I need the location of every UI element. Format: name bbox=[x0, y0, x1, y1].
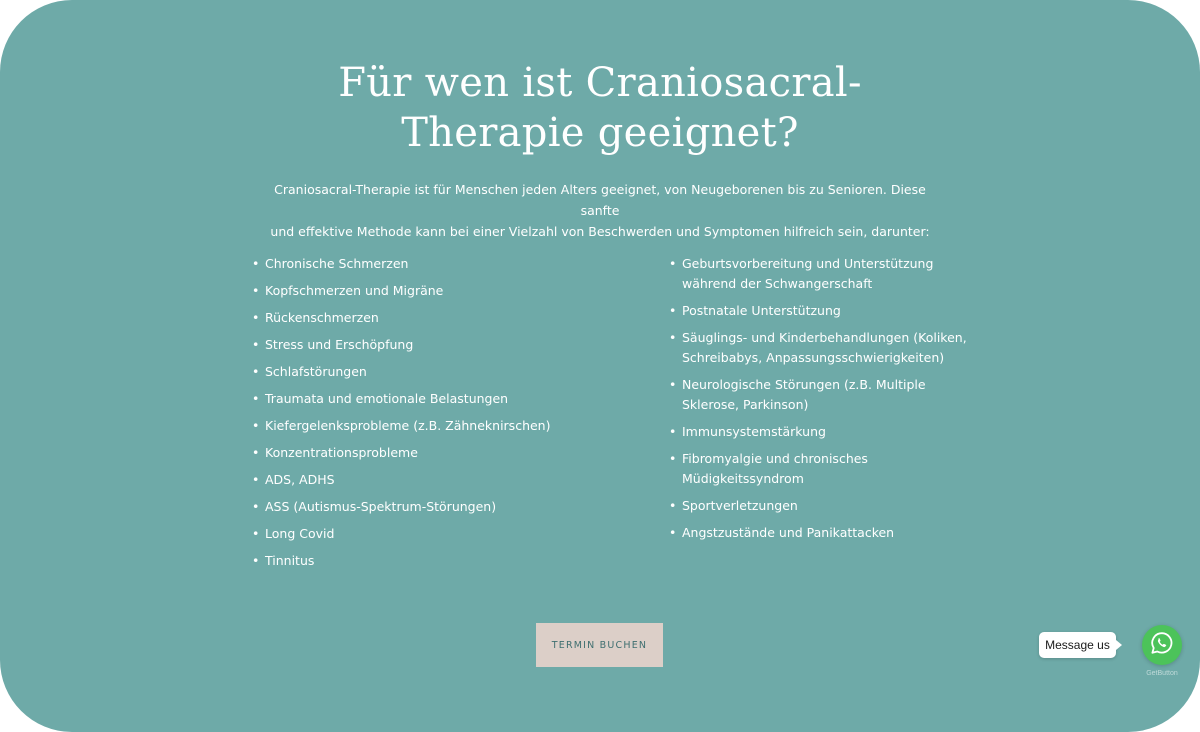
list-item: • Long Covid bbox=[252, 524, 592, 544]
list-item: • Rückenschmerzen bbox=[252, 308, 592, 328]
intro-line-2: und effektive Methode kann bei einer Vielzahl von Beschwerden und Symptomen hilfreich sein, darunter: bbox=[270, 224, 930, 239]
list-item: • Geburtsvorbereitung und Unterstützung während der Schwangerschaft bbox=[669, 254, 979, 294]
list-item: • Immunsystemstärkung bbox=[669, 422, 979, 442]
title-line-2: Therapie geeignet? bbox=[401, 110, 799, 156]
list-item: • Schlafstörungen bbox=[252, 362, 592, 382]
list-item: • Traumata und emotionale Belastungen bbox=[252, 389, 592, 409]
list-item: • Postnatale Unterstützung bbox=[669, 301, 979, 321]
list-item: • Kopfschmerzen und Migräne bbox=[252, 281, 592, 301]
whatsapp-icon bbox=[1150, 631, 1174, 659]
list-item: • Neurologische Störungen (z.B. Multiple Sklerose, Parkinson) bbox=[669, 375, 979, 415]
message-us-bubble[interactable]: Message us bbox=[1039, 632, 1116, 658]
list-item: • Tinnitus bbox=[252, 551, 592, 571]
list-item: • Chronische Schmerzen bbox=[252, 254, 592, 274]
list-item: • Angstzustände und Panikattacken bbox=[669, 523, 979, 543]
list-item: • Fibromyalgie und chronisches Müdigkeitssyndrom bbox=[669, 449, 979, 489]
indications-list-left bbox=[252, 254, 592, 578]
intro-line-1: Craniosacral-Therapie ist für Menschen jeden Alters geeignet, von Neugeborenen bis zu Senioren. Diese sanfte bbox=[274, 182, 926, 218]
book-appointment-button[interactable]: TERMIN BUCHEN bbox=[536, 623, 663, 667]
section-title bbox=[300, 58, 900, 158]
list-item: • Stress und Erschöpfung bbox=[252, 335, 592, 355]
list-item: • ASS (Autismus-Spektrum-Störungen) bbox=[252, 497, 592, 517]
intro-text bbox=[270, 179, 930, 242]
title-line-1: Für wen ist Craniosacral- bbox=[338, 60, 862, 106]
indications-list-right bbox=[669, 254, 979, 550]
list-item: • Sportverletzungen bbox=[669, 496, 979, 516]
list-item: • Kiefergelenksprobleme (z.B. Zähneknirschen) bbox=[252, 416, 592, 436]
getbutton-credit[interactable]: GetButton bbox=[1146, 670, 1178, 677]
list-item: • ADS, ADHS bbox=[252, 470, 592, 490]
list-item: • Säuglings- und Kinderbehandlungen (Koliken, Schreibabys, Anpassungsschwierigkeiten) bbox=[669, 328, 979, 368]
whatsapp-chat-button[interactable] bbox=[1142, 625, 1182, 665]
list-item: • Konzentrationsprobleme bbox=[252, 443, 592, 463]
